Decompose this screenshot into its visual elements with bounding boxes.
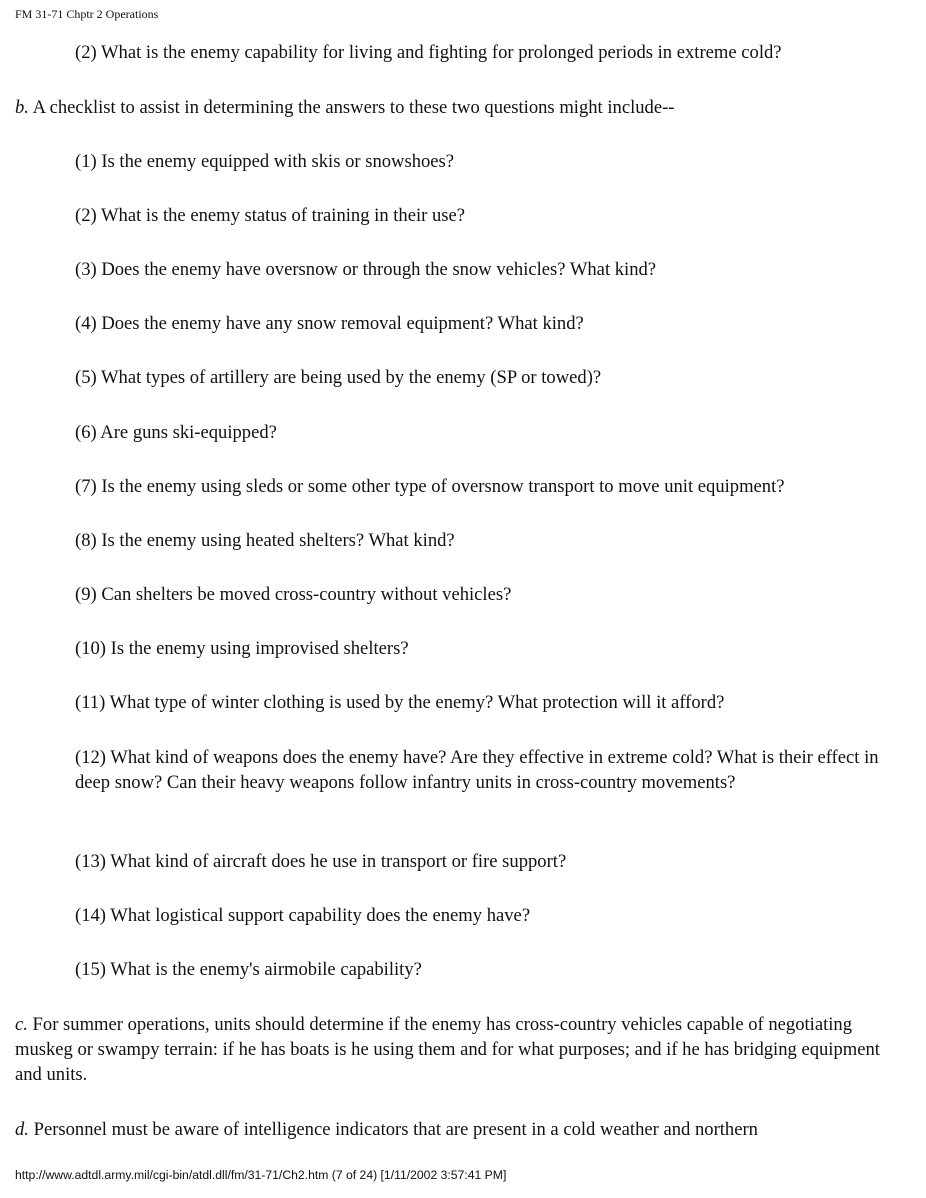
checklist-item-10: (10) Is the enemy using improvised shelters? [75, 638, 409, 659]
paragraph-letter: b. [15, 97, 29, 118]
checklist-item-1: (1) Is the enemy equipped with skis or snowshoes? [75, 151, 455, 172]
paragraph-letter: c. [15, 1014, 28, 1035]
checklist-item-13: (13) What kind of aircraft does he use in transport or fire support? [75, 851, 567, 872]
checklist-item-8: (8) Is the enemy using heated shelters? What kind? [75, 530, 455, 551]
paragraph-letter: d. [15, 1119, 29, 1140]
checklist-item-2: (2) What is the enemy status of training in their use? [75, 205, 466, 226]
checklist-item-12: (12) What kind of weapons does the enemy have? Are they effective in extreme cold? What is their effect in deep snow? Can their heavy weapons follow infantry units in cross-country movements? [75, 747, 879, 793]
checklist-item-6: (6) Are guns ski-equipped? [75, 422, 277, 443]
checklist-item-7: (7) Is the enemy using sleds or some other type of oversnow transport to move unit equipment? [75, 476, 785, 497]
paragraph-text: For summer operations, units should determine if the enemy has cross-country vehicles capable of negotiating muskeg or swampy terrain: if he has boats is he using them and for what purposes; and if he has bridging equipment and units. [15, 1014, 880, 1085]
checklist-item-3: (3) Does the enemy have oversnow or through the snow vehicles? What kind? [75, 259, 657, 280]
checklist-item-15: (15) What is the enemy's airmobile capability? [75, 959, 422, 980]
paragraph-text: Personnel must be aware of intelligence indicators that are present in a cold weather and northern [28, 1119, 758, 1140]
paragraph-text: A checklist to assist in determining the answers to these two questions might include-- [28, 97, 675, 118]
paragraph-b [15, 95, 910, 120]
source-url-footer: http://www.adtdl.army.mil/cgi-bin/atdl.dll/fm/31-71/Ch2.htm (7 of 24) [1/11/2002 3:57:41 PM] [15, 1168, 507, 1182]
paragraph-c [15, 1012, 910, 1087]
checklist-item-9: (9) Can shelters be moved cross-country without vehicles? [75, 584, 512, 605]
checklist-item-14: (14) What logistical support capability does the enemy have? [75, 905, 531, 926]
checklist-item-5: (5) What types of artillery are being used by the enemy (SP or towed)? [75, 367, 602, 388]
list-item: (2) What is the enemy capability for living and fighting for prolonged periods in extreme cold? [75, 42, 782, 63]
running-header: FM 31-71 Chptr 2 Operations [15, 7, 159, 21]
checklist-item-4: (4) Does the enemy have any snow removal equipment? What kind? [75, 313, 584, 334]
checklist-item-11: (11) What type of winter clothing is used by the enemy? What protection will it afford? [75, 692, 725, 713]
paragraph-d [15, 1117, 910, 1142]
